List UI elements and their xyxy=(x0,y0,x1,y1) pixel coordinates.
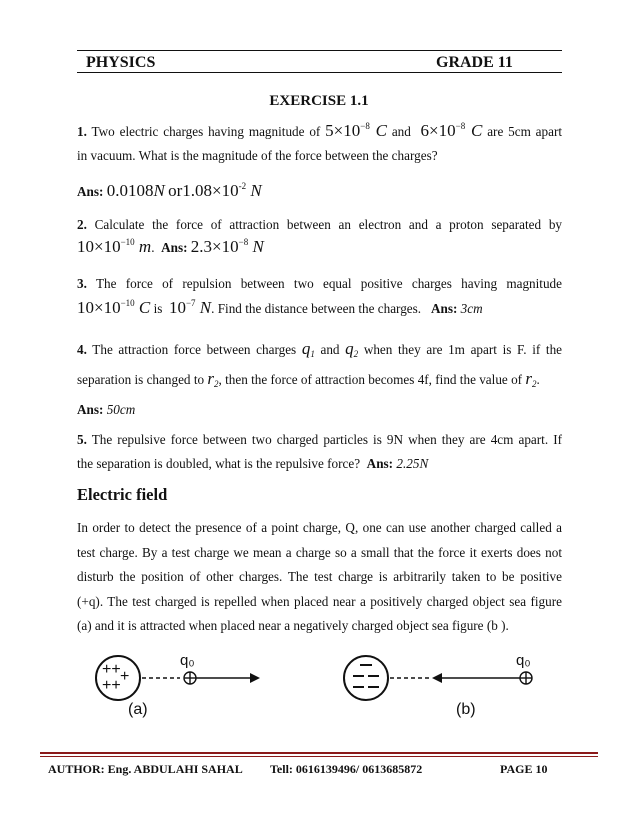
question-4-line2: separation is changed to $r_2$, then the force of attraction becomes 4f, find the value of $r_2$. xyxy=(77,369,540,389)
exercise-title: EXERCISE 1.1 xyxy=(269,93,369,109)
section-line-5: (a) and it is attracted when placed near a negatively charged object sea figure (b ). xyxy=(77,618,509,633)
section-line-1: In order to detect the presence of a point charge, Q, one can use another charged called a xyxy=(77,520,562,535)
section-line-4: (+q). The test charged is repelled when placed near a positively charged object sea figure xyxy=(77,594,562,609)
figure-a-label: (a) xyxy=(128,701,148,718)
header-subject: PHYSICS xyxy=(86,54,156,71)
plus-signs-top: ++ xyxy=(102,661,121,678)
footer-rule-thin xyxy=(40,756,598,757)
question-5-line2: the separation is doubled, what is the repulsive force? Ans: 2.25N xyxy=(77,456,429,471)
question-2-line2: $10\times 10^{-10}$ m. Ans: $2.3\times 10^{-8}$ N xyxy=(77,237,264,256)
negative-charge-object xyxy=(344,656,388,700)
question-2: 2. Calculate the force of attraction between an electron and a proton separated by xyxy=(77,217,563,232)
plus-sign-right: + xyxy=(120,668,130,685)
footer-author: AUTHOR: Eng. ABDULAHI SAHAL xyxy=(48,762,243,776)
header-rule-bottom xyxy=(77,72,562,73)
footer-page: PAGE 10 xyxy=(500,762,548,776)
question-3-line2: $10\times 10^{-10}$ C is $10^{-7}$ N. Find the distance between the charges. Ans: 3cm xyxy=(77,298,483,317)
footer-tell: Tell: 0616139496/ 0613685872 xyxy=(270,762,423,776)
q0-label-a: q₀ xyxy=(180,652,195,669)
answer-1: Ans: 0.0108N $or1.08\times 10^{-2}$ N xyxy=(77,181,262,200)
question-1: 1. Two electric charges having magnitude of $5\times 10^{-8}$ C and $6\times 10^{-8}$ C are 5cm apart in vacuum. What is the magnitude of the force between the charges? xyxy=(77,121,563,163)
section-line-2: test charge. By a test charge we mean a charge so a small that the force it exerts does not xyxy=(77,545,562,560)
figure-b-label: (b) xyxy=(456,701,476,718)
q0-label-b: q₀ xyxy=(516,652,531,669)
question-3: 3. The force of repulsion between two equal positive charges having magnitude xyxy=(77,276,562,291)
test-charge-a xyxy=(184,672,196,684)
arrow-head-a xyxy=(250,673,260,683)
question-4: 4. The attraction force between charges $q_1$ and $q_2$ when they are 1m apart is F. if the xyxy=(77,339,563,359)
positive-charge-object xyxy=(96,656,140,700)
footer-rule-thick xyxy=(40,752,598,754)
header-grade: GRADE 11 xyxy=(436,54,513,71)
test-charge-b xyxy=(520,672,532,684)
plus-signs-bottom: ++ xyxy=(102,677,121,694)
electric-field-figure xyxy=(80,645,560,720)
answer-4: Ans: 50cm xyxy=(77,402,136,417)
question-5: 5. The repulsive force between two charged particles is 9N when they are 4cm apart. If xyxy=(77,432,562,447)
header-rule-top xyxy=(77,50,562,51)
section-line-3: disturb the position of other charges. The test charge is arbitrarily taken to be positive xyxy=(77,569,562,584)
section-heading: Electric field xyxy=(77,485,168,504)
arrow-head-b xyxy=(432,673,442,683)
